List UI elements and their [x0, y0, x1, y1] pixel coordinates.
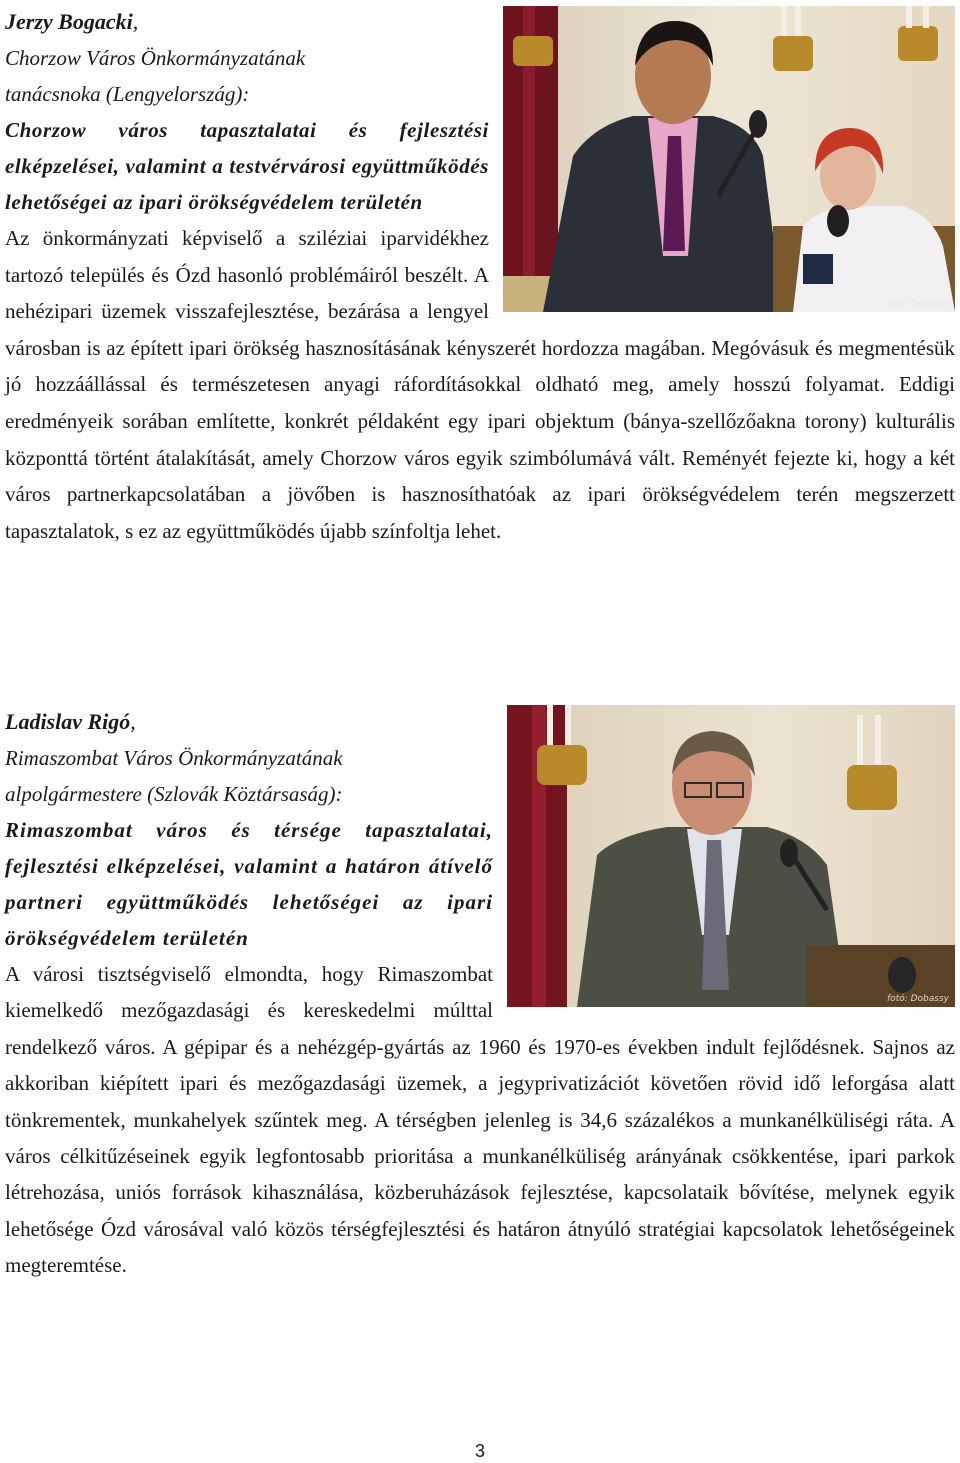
- podium-photo-illustration: [507, 705, 955, 1007]
- speaker-section-bogacki: [5, 4, 955, 549]
- speaker-section-rigo: [5, 704, 955, 1284]
- talk-title: Rimaszombat város és térsége tapasztalatai, fejlesztési elképzelései, valamint a határon átívelő partneri együttműködés lehetőségei az ipari örökségvédelem területén: [5, 818, 493, 950]
- talk-summary: Az önkormányzati képviselő a sziléziai iparvidékhez tartozó település és Ózd hasonló problémáiról beszélt. A nehézipari üzemek visszafejlesztése, bezárása a lengyel városban is az épített ipari örökség hasznosításának kényszerét hordozza magában. Megóvásuk és megmentésük jó hozzáállással és természetesen anyagi ráfordításokkal oldható meg, amely hosszú folyamat. Eddigi eredményeik sorában említette, konkrét példaként egy ipari objektum (bánya-szellőzőakna torony) kulturális központtá történt átalakítását, amely Chorzow város egyik szimbólumává vált. Reményét fejezte ki, hogy a két város partnerkapcsolatában a jövőben is hasznosíthatóak az ipari örökségvédelem terén megszerzett tapasztalatok, s ez az együttműködés újabb színfoltja lehet.: [5, 226, 955, 543]
- photo-credit: fotó: Dobassy: [887, 299, 949, 309]
- talk-title: Chorzow város tapasztalatai és fejlesztési elképzelései, valamint a testvérvárosi együttműködés lehetőségei az ipari örökségvédelem területén: [5, 118, 489, 214]
- speaker-name: Ladislav Rigó,: [5, 709, 136, 734]
- speaker-role-line-2: alpolgármestere (Szlovák Köztársaság):: [5, 782, 343, 806]
- podium-photo-illustration: [503, 6, 955, 312]
- speaker-name-text: Jerzy Bogacki: [5, 9, 133, 34]
- talk-summary: A városi tisztségviselő elmondta, hogy Rimaszombat kiemelkedő mezőgazdasági és kereskedelmi múlttal rendelkező város. A gépipar és a nehézgép-gyártás az 1960 és 1970-es években indult fejlődésnek. Sajnos az akkoriban kiépített ipari és mezőgazdasági üzemek, a jegyprivatizációt követően rövid idő leforgása alatt tönkrementek, munkahelyek szűntek meg. A térségben jelenleg is 34,6 százalékos a munkanélküliségi ráta. A város célkitűzéseinek egyik legfontosabb prioritása a munkanélküliség arányának csökkentése, ipari parkok létrehozása, uniós források kihasználása, közberuházások fejlesztése, kapcsolataik bővítése, melynek egyik lehetősége Ózd városával való közös térségfejlesztési és határon átnyúló stratégiai kapcsolatok lehetőségeinek megteremtése.: [5, 962, 955, 1278]
- speaker-name-text: Ladislav Rigó: [5, 709, 131, 734]
- photo-credit: fotó: Dobassy: [887, 994, 949, 1004]
- page-number: 3: [474, 1441, 485, 1461]
- speaker-name: Jerzy Bogacki,: [5, 9, 139, 34]
- speaker-role-line-1: Chorzow Város Önkormányzatának: [5, 46, 306, 70]
- speaker-photo-rigo: [507, 705, 955, 1007]
- speaker-photo-bogacki: [503, 6, 955, 312]
- speaker-role-line-1: Rimaszombat Város Önkormányzatának: [5, 746, 343, 770]
- speaker-role-line-2: tanácsnoka (Lengyelország):: [5, 82, 250, 106]
